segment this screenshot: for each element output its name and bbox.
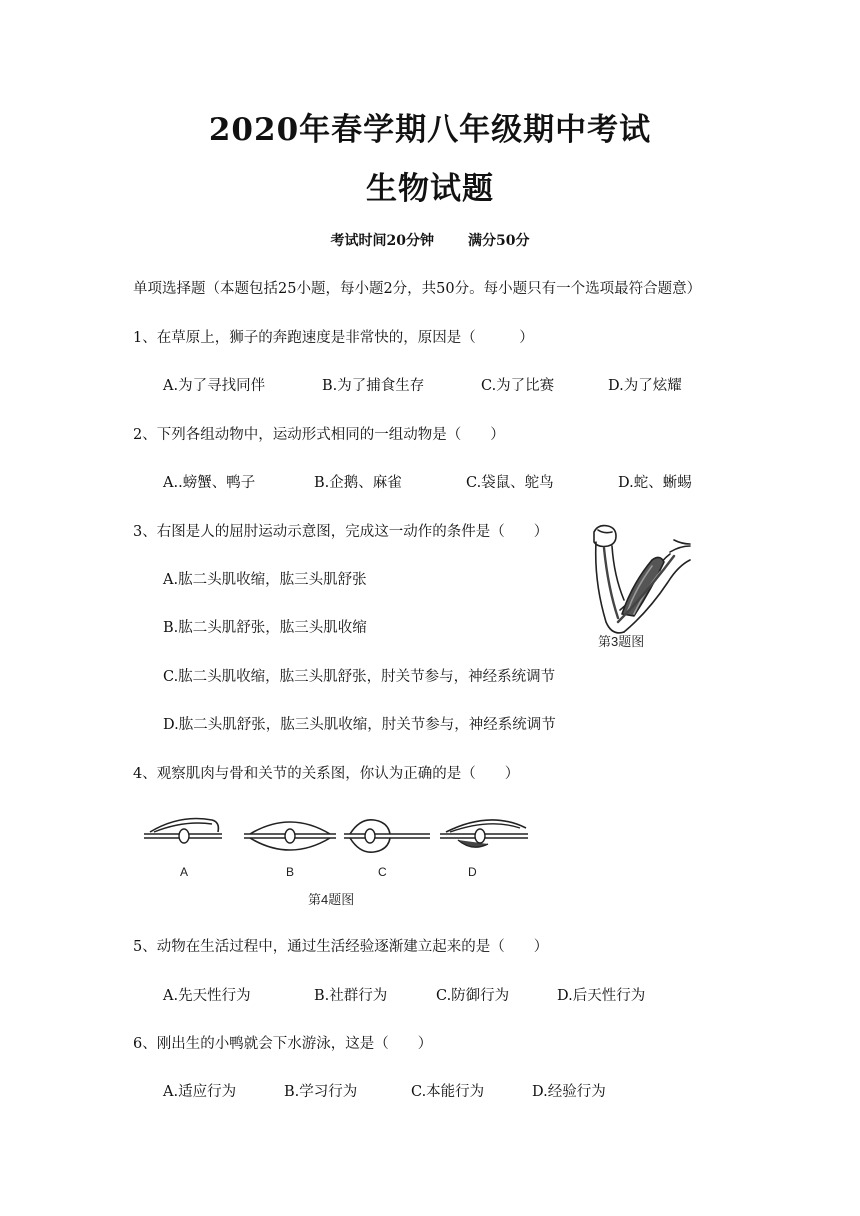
question-2-option-b: B.企鹅、麻雀 (314, 475, 402, 491)
question-3-figure-caption: 第3题图 (598, 634, 645, 649)
question-5-option-d: D.后天性行为 (557, 988, 646, 1004)
arm-flexion-illustration (582, 518, 702, 658)
question-4-label-b: B (286, 865, 295, 879)
question-3-figure (582, 518, 702, 658)
question-4-figure (140, 808, 535, 910)
question-1-option-b: B.为了捕食生存 (322, 378, 425, 394)
question-4-label-a: A (180, 865, 189, 879)
question-1-option-d: D.为了炫耀 (608, 378, 682, 394)
muscle-bone-joint-diagram (140, 808, 535, 910)
question-5-stem: 5、动物在生活过程中，通过生活经验逐渐建立起来的是（ ） (133, 939, 549, 955)
question-4-label-c: C (378, 865, 387, 879)
exam-time: 考试时间20分钟 (330, 233, 434, 249)
question-5-option-b: B.社群行为 (314, 988, 388, 1004)
question-4-label-d: D (468, 865, 477, 879)
question-3-option-d: D.肱二头肌舒张，肱三头肌收缩，肘关节参与，神经系统调节 (163, 717, 556, 733)
question-4-figure-caption: 第4题图 (308, 892, 355, 907)
question-2-option-c: C.袋鼠、鸵鸟 (466, 475, 554, 491)
question-1-option-c: C.为了比赛 (481, 378, 555, 394)
question-6-option-d: D.经验行为 (532, 1084, 606, 1100)
question-6-option-b: B.学习行为 (284, 1084, 358, 1100)
question-6-option-c: C.本能行为 (411, 1084, 485, 1100)
question-1-stem: 1、在草原上，狮子的奔跑速度是非常快的，原因是（ ） (133, 330, 534, 346)
exam-subtitle: 生物试题 (366, 171, 494, 207)
exam-score: 满分50分 (468, 233, 530, 249)
question-3-option-a: A.肱二头肌收缩，肱三头肌舒张 (163, 572, 367, 588)
question-2-stem: 2、下列各组动物中，运动形式相同的一组动物是（ ） (133, 427, 505, 443)
section-intro: 单项选择题（本题包括25小题，每小题2分，共50分。每小题只有一个选项最符合题意） (133, 281, 702, 297)
question-6-stem: 6、刚出生的小鸭就会下水游泳，这是（ ） (133, 1036, 433, 1052)
question-3-option-c: C.肱二头肌收缩，肱三头肌舒张，肘关节参与，神经系统调节 (163, 669, 556, 685)
question-5-option-c: C.防御行为 (436, 988, 510, 1004)
question-2-option-d: D.蛇、蜥蜴 (618, 475, 692, 491)
question-3-option-b: B.肱二头肌舒张，肱三头肌收缩 (163, 620, 367, 636)
question-4-stem: 4、观察肌肉与骨和关节的关系图，你认为正确的是（ ） (133, 766, 520, 782)
question-2-option-a: A..螃蟹、鸭子 (163, 475, 256, 491)
question-5-option-a: A.先天性行为 (163, 988, 251, 1004)
exam-meta (0, 230, 860, 250)
question-6-option-a: A.适应行为 (163, 1084, 237, 1100)
question-3-stem: 3、右图是人的屈肘运动示意图，完成这一动作的条件是（ ） (133, 524, 549, 540)
question-1-option-a: A.为了寻找同伴 (163, 378, 266, 394)
exam-title: 2020年春学期八年级期中考试 (208, 112, 652, 148)
